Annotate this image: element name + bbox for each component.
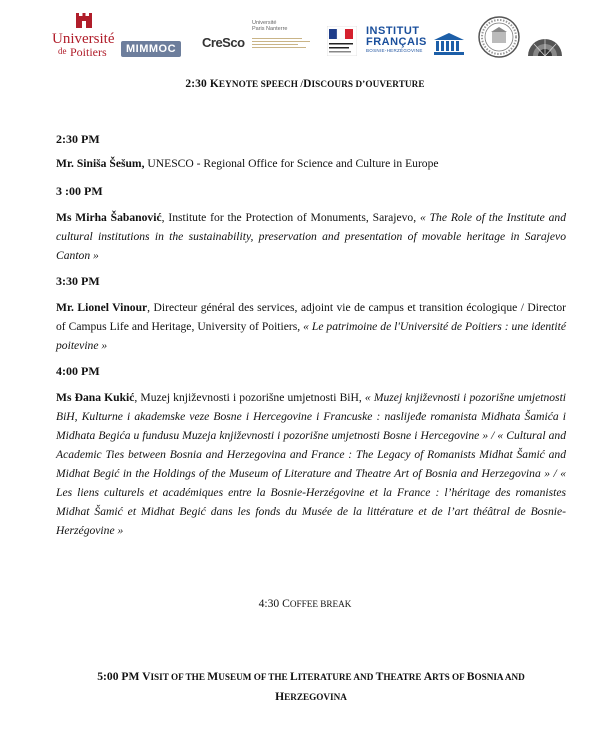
fan-ornament-icon: [526, 32, 564, 58]
visit-text: A: [423, 670, 433, 683]
cresco-wordmark: CreSco: [202, 35, 245, 50]
visit-text: ITERATURE AND: [297, 672, 376, 682]
fan-ornament-logo: [526, 32, 564, 63]
unesco-temple-icon: [432, 32, 466, 56]
speaker-name: Ms Đana Kukić: [56, 391, 135, 404]
visit-text: L: [289, 670, 298, 683]
cresco-logo: [202, 34, 245, 52]
talk-title: « Le patrimoine de l'Université de Poitiers : une identité poitevine »: [56, 320, 566, 352]
visit-text: ISIT OF THE: [150, 672, 208, 682]
session-time: 2:30 PM: [56, 132, 100, 146]
nanterre-small-print-icon: [252, 38, 316, 48]
session-text: [56, 208, 566, 265]
poitiers-crest-icon: [74, 12, 94, 30]
heading-rest2: ISCOURS D’OUVERTURE: [311, 79, 425, 89]
mimmoc-logo: [121, 39, 181, 57]
coffee-rest: OFFEE BREAK: [289, 599, 352, 609]
unesco-logo: [432, 32, 466, 61]
session-text: [56, 388, 566, 540]
institut-line3: BOSNIE-HERZÉGOVINE: [366, 48, 423, 53]
heading-lead: 2:30 K: [185, 78, 219, 90]
talk-title: « Muzej književnosti i pozorišne umjetnosti BiH, Kulturne i akademske veze Bosne i Hercegovine i Francuske : naslijeđe romanista Midhata Šamića i Midhata Begića u fundusu Muzeja književnosti i pozorišne umjetnosti Bosne i Hercegovine » / « Cultural and Academic Ties between Bosnia and Herzegovina and France : The Legacy of Romanists Midhat Šamić and Midhat Begić in the Holdings of the Museum of Literature and Theatre Art of Bosnia and Herzegovina » / « Les liens culturels et académiques entre la Bosnie-Herzégovine et la France : l’héritage des romanistes Midhat Šamić et Midhat Begić dans les fonds du Musée de la littérature et de l’art théâtral de Bosnie-Herzégovine »: [56, 391, 567, 537]
nanterre-line1: Université: [252, 20, 277, 26]
heading-d: D: [303, 78, 312, 90]
nanterre-line2: Paris Nanterre: [252, 26, 288, 32]
poitiers-de: de: [58, 46, 67, 56]
session-text: [56, 154, 576, 173]
visit-text: RTS OF: [432, 672, 467, 682]
speaker-affiliation: , Directeur général des services, adjoint vie de campus et transition écologique / Director of Campus Life and Heritage, University of Poitiers,: [56, 301, 567, 333]
institut-line1: INSTITUT: [366, 25, 420, 37]
session-time: 4:00 PM: [56, 364, 100, 378]
visit-text: HEATRE: [383, 672, 424, 682]
session-text: [56, 298, 566, 355]
coffee-break: [0, 597, 610, 610]
speaker-name: Mr. Lionel Vinour: [56, 301, 148, 314]
mimmoc-wordmark: MIMMOC: [121, 41, 181, 57]
talk-title: « The Role of the Institute and cultural institutions in the sustainability, preservation and presentation of movable heritage in Sarajevo Canton »: [56, 211, 566, 262]
museum-visit-heading: [56, 667, 566, 707]
museum-seal-logo: [478, 16, 520, 63]
logo-strip: [52, 12, 564, 62]
visit-text: ERZEGOVINA: [284, 692, 347, 702]
nanterre-logo: [252, 20, 316, 50]
speaker-affiliation: , Institute for the Protection of Monuments, Sarajevo,: [161, 211, 420, 224]
poitiers-wordmark: Université: [52, 31, 115, 47]
speaker-affiliation: UNESCO - Regional Office for Science and Culture in Europe: [144, 157, 439, 170]
speaker-affiliation: , Muzej književnosti i pozorišne umjetnosti BiH,: [134, 391, 365, 404]
visit-text: T: [375, 670, 384, 683]
coffee-lead: 4:30 C: [258, 597, 290, 610]
visit-text: H: [275, 690, 285, 703]
session-time: 3 :00 PM: [56, 184, 103, 198]
visit-text: M: [207, 670, 219, 683]
visit-text: 5:00 PM V: [97, 670, 151, 683]
poitiers-city: Poitiers: [70, 45, 107, 59]
speaker-name: Ms Mirha Šabanović: [56, 211, 162, 224]
institut-line2: FRANÇAIS: [366, 36, 427, 48]
visit-text: OSNIA AND: [474, 672, 525, 682]
institut-francais-logo: [366, 26, 427, 54]
round-seal-icon: [478, 16, 520, 58]
heading-rest: EYNOTE SPEECH /: [218, 79, 304, 89]
section-heading: [0, 78, 610, 90]
visit-text: USEUM OF THE: [218, 672, 290, 682]
visit-text: B: [466, 670, 475, 683]
marianne-flag-icon: [327, 26, 357, 56]
republique-francaise-logo: [327, 26, 357, 61]
speaker-name: Mr. Siniša Šešum,: [56, 157, 145, 170]
session-time: 3:30 PM: [56, 274, 100, 288]
